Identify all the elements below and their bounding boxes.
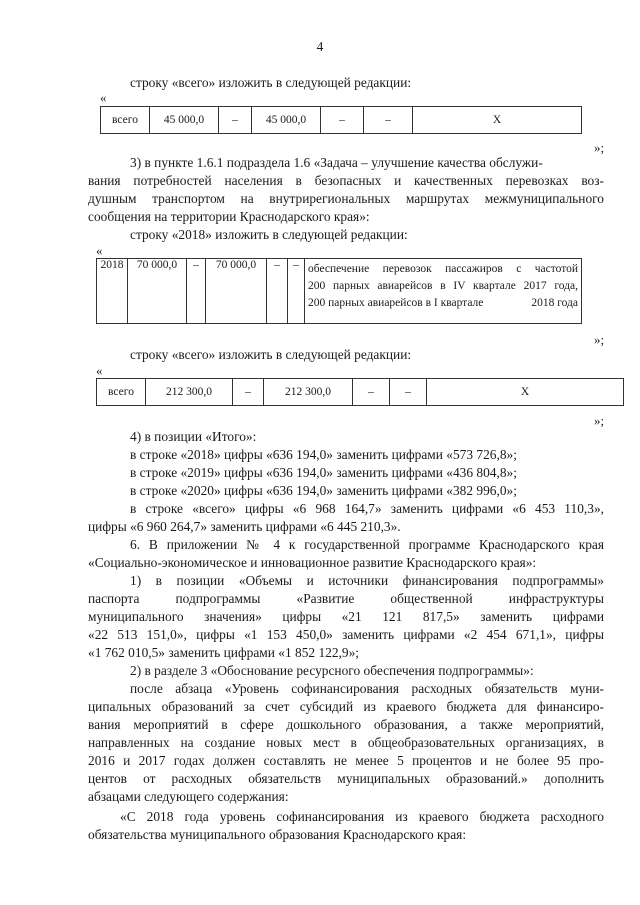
- para-line-5: 2016 и 2017 годах должен составлять не менее 5 процентов и не более 95 про-: [88, 753, 604, 768]
- desc-line-1: обеспечение перевозок пассажиров с частотой: [308, 263, 578, 275]
- section-a-close-quote: »;: [594, 140, 605, 155]
- section-c-close-quote: »;: [594, 413, 605, 428]
- para-line-7: абзацами следующего содержания:: [88, 789, 289, 804]
- sub1-line-5: «1 762 010,5» заменить цифрами «1 852 122,9»;: [88, 645, 359, 660]
- cell-fed: –: [187, 259, 206, 324]
- sub2-line: 2) в разделе 3 «Обоснование ресурсного обеспечения подпрограммы»:: [130, 663, 534, 678]
- cell-regional: 212 300,0: [264, 379, 353, 406]
- sub1-line-2: паспорта подпрограммы «Развитие общественной инфраструктуры: [88, 591, 604, 606]
- desc-line-3: [308, 295, 578, 312]
- item4-line-5: в строке «всего» цифры «6 968 164,7» заменить цифрами «6 453 110,3»,: [130, 501, 604, 516]
- cell-other: –: [390, 379, 427, 406]
- page-number: 4: [316, 39, 324, 54]
- item3-line-3: душным транспортом на внутрирегиональных маршрутах межмуниципального: [88, 191, 604, 206]
- cell-label: всего: [101, 107, 150, 134]
- cell-regional: 45 000,0: [252, 107, 321, 134]
- para-line-4: направленных на создание новых мест в общеобразовательных организациях, в: [88, 735, 604, 750]
- cell-other: –: [364, 107, 413, 134]
- item4-line-6: цифры «6 960 264,7» заменить цифрами «6 445 210,3».: [88, 519, 401, 534]
- sub1-line-1: 1) в позиции «Объемы и источники финансирования подпрограммы»: [130, 573, 604, 588]
- para-line-1: после абзаца «Уровень софинансирования расходных обязательств муни-: [130, 681, 604, 696]
- section-b-open-quote: «: [96, 243, 103, 258]
- item6-line-1: 6. В приложении № 4 к государственной программе Краснодарского края: [130, 537, 604, 552]
- item3-line-4: сообщения на территории Краснодарского края»:: [88, 209, 370, 224]
- desc-line-3-text: 200 парных авиарейсов в I квартале: [308, 297, 484, 309]
- item4-line-4: в строке «2020» цифры «636 194,0» заменить цифрами «382 996,0»;: [130, 483, 517, 498]
- para-line-3: вания мероприятий в сфере дошкольного образования, а также мероприятий,: [88, 717, 604, 732]
- cell-total: 212 300,0: [146, 379, 233, 406]
- section-b-close-quote: »;: [594, 332, 605, 347]
- table-row: [97, 379, 624, 406]
- cell-x: Х: [427, 379, 624, 406]
- desc-line-2: 200 парных авиарейсов в IV квартале 2017 года,: [308, 280, 578, 292]
- cell-fed: –: [233, 379, 264, 406]
- section-b-table: [96, 258, 582, 324]
- cell-total: 45 000,0: [150, 107, 219, 134]
- cell-local: –: [267, 259, 288, 324]
- cell-other: –: [288, 259, 305, 324]
- cell-description: [305, 259, 582, 324]
- item3-line-1: 3) в пункте 1.6.1 подраздела 1.6 «Задача – улучшение качества обслужи-: [130, 155, 543, 170]
- table-row: [101, 107, 582, 134]
- para-line-6: центов от расходных обязательств муниципальных образований.» дополнить: [88, 771, 604, 786]
- desc-line-4: 2018 года: [531, 297, 578, 309]
- para-line-2: ципальных образований за счет субсидий из краевого бюджета для финансиро-: [88, 699, 604, 714]
- cell-x: Х: [413, 107, 582, 134]
- cell-regional: 70 000,0: [206, 259, 267, 324]
- section-a-table: [100, 106, 582, 134]
- cell-label: всего: [97, 379, 146, 406]
- sub1-line-3: муниципального значения» цифры «21 121 817,5» заменить цифрами: [88, 609, 604, 624]
- cell-fed: –: [219, 107, 252, 134]
- final-line-1: «С 2018 года уровень софинансирования из краевого бюджета расходного: [120, 809, 604, 824]
- section-c-table: [96, 378, 624, 406]
- section-c-open-quote: «: [96, 363, 103, 378]
- cell-local: –: [353, 379, 390, 406]
- cell-local: –: [321, 107, 364, 134]
- item6-line-2: «Социально-экономическое и инновационное развитие Краснодарского края»:: [88, 555, 537, 570]
- item3-line-2: вания потребностей населения в безопасных и качественных перевозках воз-: [88, 173, 604, 188]
- cell-year: 2018: [97, 259, 128, 324]
- section-a-intro: строку «всего» изложить в следующей редакции:: [130, 75, 412, 90]
- item4-line-1: 4) в позиции «Итого»:: [130, 429, 257, 444]
- item4-line-3: в строке «2019» цифры «636 194,0» заменить цифрами «436 804,8»;: [130, 465, 517, 480]
- item4-line-2: в строке «2018» цифры «636 194,0» заменить цифрами «573 726,8»;: [130, 447, 517, 462]
- sub1-line-4: «22 513 151,0», цифры «1 153 450,0» заменить цифрами «2 454 671,1», цифры: [88, 627, 604, 642]
- section-b-intro: строку «2018» изложить в следующей редакции:: [130, 227, 408, 242]
- section-a-open-quote: «: [100, 90, 107, 105]
- final-line-2: обязательства муниципального образования Краснодарского края:: [88, 827, 467, 842]
- section-c-intro: строку «всего» изложить в следующей редакции:: [130, 347, 412, 362]
- table-row: [97, 259, 582, 324]
- cell-total: 70 000,0: [128, 259, 187, 324]
